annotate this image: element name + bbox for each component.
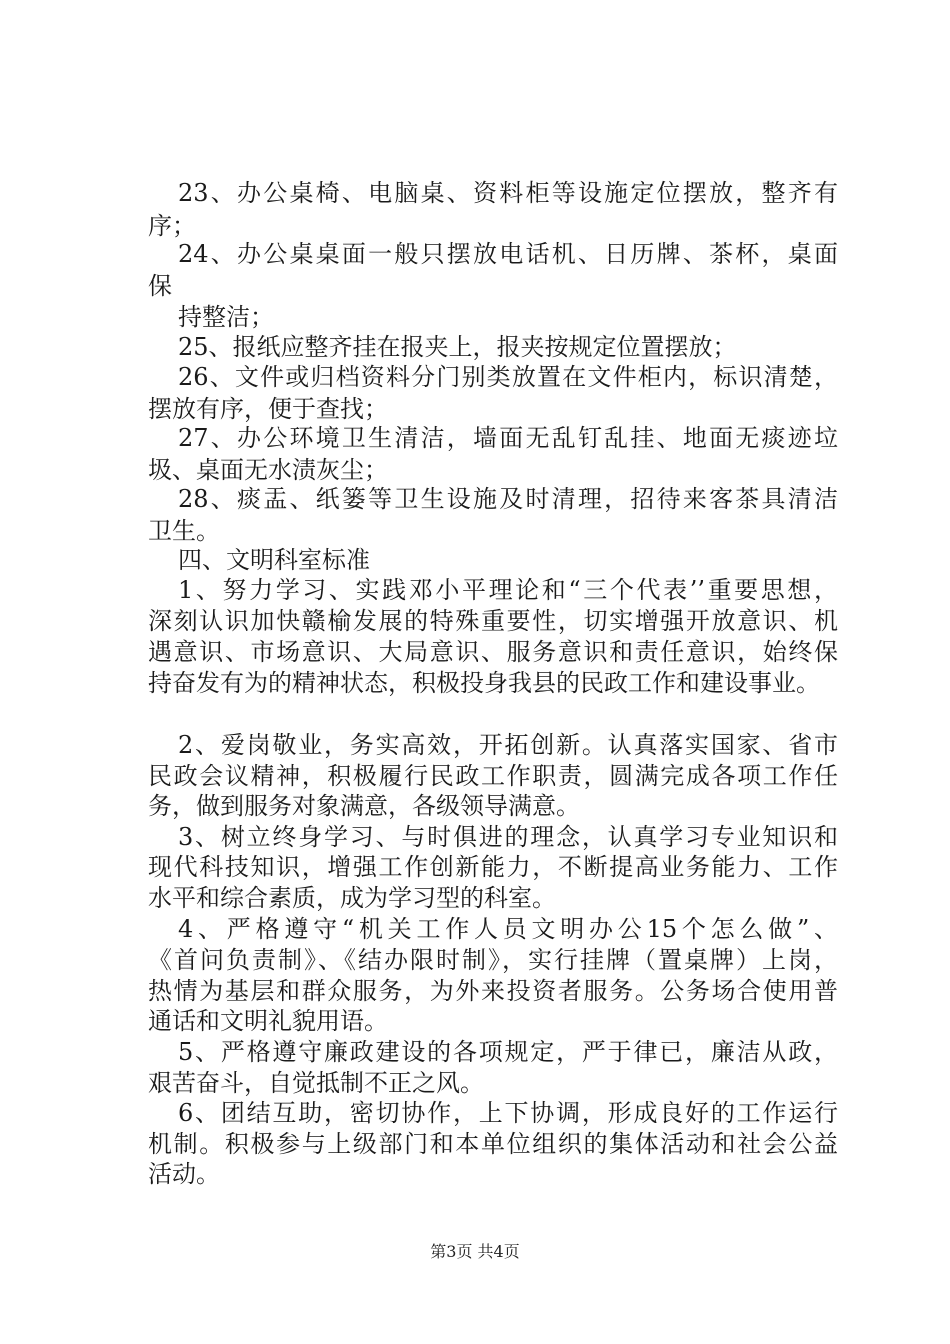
paragraph-line: 热情为基层和群众服务，为外来投资者服务。公务场合使用普: [148, 977, 838, 1005]
paragraph-line: 民政会议精神，积极履行民政工作职责，圆满完成各项工作任: [148, 762, 838, 790]
paragraph-line: 3、树立终身学习、与时俱进的理念，认真学习专业知识和: [178, 823, 838, 851]
paragraph-line: 26、文件或归档资料分门别类放置在文件柜内，标识清楚，: [178, 363, 838, 391]
paragraph-line: 深刻认识加快赣榆发展的特殊重要性，切实增强开放意识、机: [148, 607, 838, 635]
paragraph-line: 圾、桌面无水渍灰尘；: [148, 456, 388, 484]
paragraph-line: 务，做到服务对象满意，各级领导满意。: [148, 792, 580, 820]
paragraph-line: 24、办公桌桌面一般只摆放电话机、日历牌、茶杯，桌面: [178, 240, 838, 268]
paragraph-line: 遇意识、市场意识、大局意识、服务意识和责任意识，始终保: [148, 638, 838, 666]
paragraph-line: 6、团结互助，密切协作，上下协调，形成良好的工作运行: [178, 1099, 838, 1127]
paragraph-line: 4、严格遵守“机关工作人员文明办公15个怎么做”、: [178, 915, 838, 943]
paragraph-line: 艰苦奋斗，自觉抵制不正之风。: [148, 1069, 484, 1097]
paragraph-line: 持奋发有为的精神状态，积极投身我县的民政工作和建设事业。: [148, 669, 820, 697]
paragraph-line: 序；: [148, 212, 196, 240]
paragraph-line: 通话和文明礼貌用语。: [148, 1007, 388, 1035]
page-footer: 第3页 共4页: [430, 1242, 520, 1261]
paragraph-line: 23、办公桌椅、电脑桌、资料柜等设施定位摆放，整齐有: [178, 179, 838, 207]
paragraph-line: 《首问负责制》、《结办限时制》，实行挂牌（置桌牌）上岗，: [148, 946, 838, 974]
section-heading: 四、文明科室标准: [178, 546, 370, 574]
paragraph-line: 27、办公环境卫生清洁，墙面无乱钉乱挂、地面无痰迹垃: [178, 424, 838, 452]
paragraph-line: 摆放有序，便于查找；: [148, 395, 388, 423]
paragraph-line: 现代科技知识，增强工作创新能力，不断提高业务能力、工作: [148, 853, 838, 881]
paragraph-line: 2、爱岗敬业，务实高效，开拓创新。认真落实国家、省市: [178, 731, 838, 759]
paragraph-line: 28、痰盂、纸篓等卫生设施及时清理，招待来客茶具清洁: [178, 485, 838, 513]
paragraph-line: 5、严格遵守廉政建设的各项规定，严于律已，廉洁从政，: [178, 1038, 838, 1066]
paragraph-line: 活动。: [148, 1160, 220, 1188]
paragraph-line: 25、报纸应整齐挂在报夹上，报夹按规定位置摆放；: [178, 333, 737, 361]
paragraph-line: 机制。积极参与上级部门和本单位组织的集体活动和社会公益: [148, 1130, 838, 1158]
paragraph-line: 1、努力学习、实践邓小平理论和“三个代表’’重要思想，: [178, 576, 838, 604]
paragraph-line: 卫生。: [148, 517, 220, 545]
paragraph-line: 保: [148, 272, 172, 300]
paragraph-line: 持整洁；: [178, 303, 274, 331]
paragraph-line: 水平和综合素质，成为学习型的科室。: [148, 884, 556, 912]
